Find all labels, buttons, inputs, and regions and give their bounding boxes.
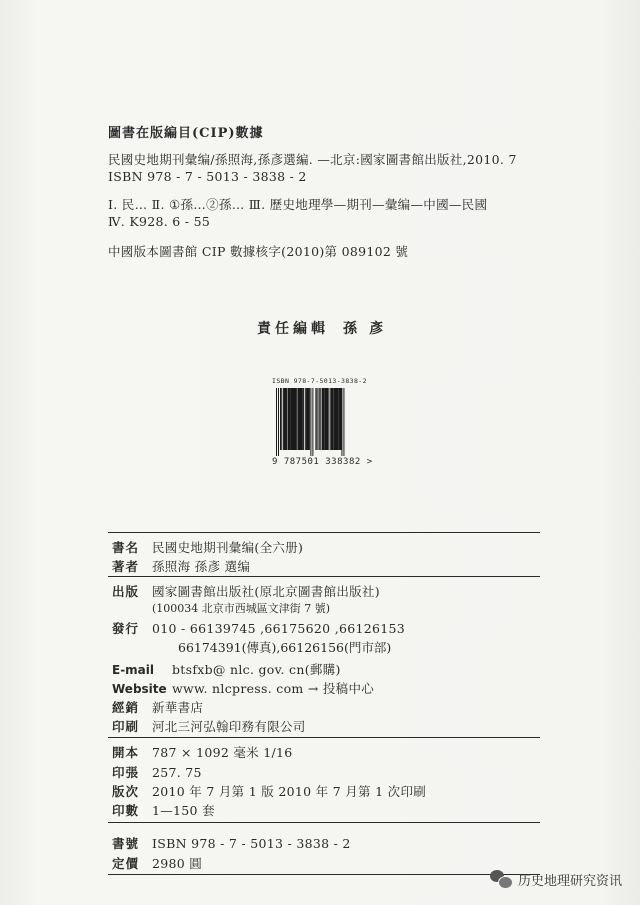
label-distribution: 發行 [112,621,140,636]
watermark-text: 历史地理研究资讯 [517,873,622,889]
responsible-editor [257,318,395,338]
value-sheets: 257. 75 [152,765,202,780]
row-edition [112,782,426,800]
isbn-barcode-block [272,377,382,467]
row-price [112,854,202,872]
editor-label: 責任編輯 [257,321,329,337]
row-sheets [112,763,202,781]
row-distribution [112,619,405,637]
label-copies: 印數 [112,803,140,818]
value-book-name: 民國史地期刊彙编(全六册) [152,540,304,555]
row-copies [112,801,215,819]
value-website: www. nlcpress. com → 投稿中心 [172,681,375,696]
barcode-image [272,388,374,456]
value-isbn: ISBN 978 - 7 - 5013 - 3838 - 2 [152,836,351,851]
cip-line-isbn: ISBN 978 - 7 - 5013 - 3838 - 2 [108,169,307,184]
editor-name: 孫彥 [343,321,395,337]
label-price: 定價 [112,856,140,871]
barcode-isbn-text: ISBN 978-7-5013-3838-2 [272,377,367,385]
label-printer: 印刷 [112,719,140,734]
row-publisher [112,582,380,600]
label-publisher: 出版 [112,584,140,599]
label-website: Website [112,682,167,696]
label-format: 開本 [112,745,140,760]
value-price: 2980 圓 [152,856,203,871]
divider [108,576,540,577]
value-publisher: 國家圖書館出版社(原北京圖書館出版社) [152,584,380,599]
value-distribution-2: 66174391(傳真),66126156(門市部) [178,640,392,655]
value-author: 孫照海 孫彥 選编 [152,559,251,574]
divider-top [108,532,540,533]
wechat-icon [490,868,512,890]
wechat-watermark [490,868,622,890]
cip-line-citation: 民國史地期刊彙编/孫照海,孫彥選編. —北京:國家圖書館出版社,2010. 7 [108,152,517,167]
cip-line-subjects: Ⅰ. 民… Ⅱ. ①孫…②孫… Ⅲ. 歷史地理學—期刊—彙编—中國—民國 [108,197,488,212]
value-edition: 2010 年 7 月第 1 版 2010 年 7 月第 1 次印刷 [152,784,427,799]
label-isbn: 書號 [112,836,140,851]
barcode-digits: 9 787501 338382 > [272,457,373,467]
cip-line-classification: Ⅳ. K928. 6 - 55 [108,214,211,229]
row-email [112,660,341,678]
value-format: 787 × 1092 毫米 1/16 [152,745,293,760]
row-format [112,743,293,761]
divider [108,737,540,738]
label-edition: 版次 [112,784,140,799]
value-email: btsfxb@ nlc. gov. cn(郵購) [172,662,341,677]
row-website [112,679,374,697]
value-copies: 1—150 套 [152,803,215,818]
label-sheets: 印張 [112,765,140,780]
row-seller [112,698,203,716]
divider-bottom [108,874,540,875]
label-author: 著者 [112,559,140,574]
row-book-name [112,538,303,556]
value-seller: 新華書店 [152,700,204,715]
divider [108,822,540,823]
cip-line-record-number: 中國版本圖書館 CIP 數據核字(2010)第 089102 號 [108,244,409,259]
publisher-address: (100034 北京市西城區文津街 7 號) [152,602,331,615]
cip-title: 圖書在版編目(CIP)數據 [108,126,264,141]
row-author [112,557,250,575]
label-seller: 經銷 [112,700,140,715]
label-email: E-mail [112,663,155,677]
label-book-name: 書名 [112,540,140,555]
row-printer [112,717,306,735]
row-isbn [112,834,351,852]
value-printer: 河北三河弘翰印務有限公司 [152,719,306,734]
value-distribution-1: 010 - 66139745 ,66175620 ,66126153 [152,621,405,636]
